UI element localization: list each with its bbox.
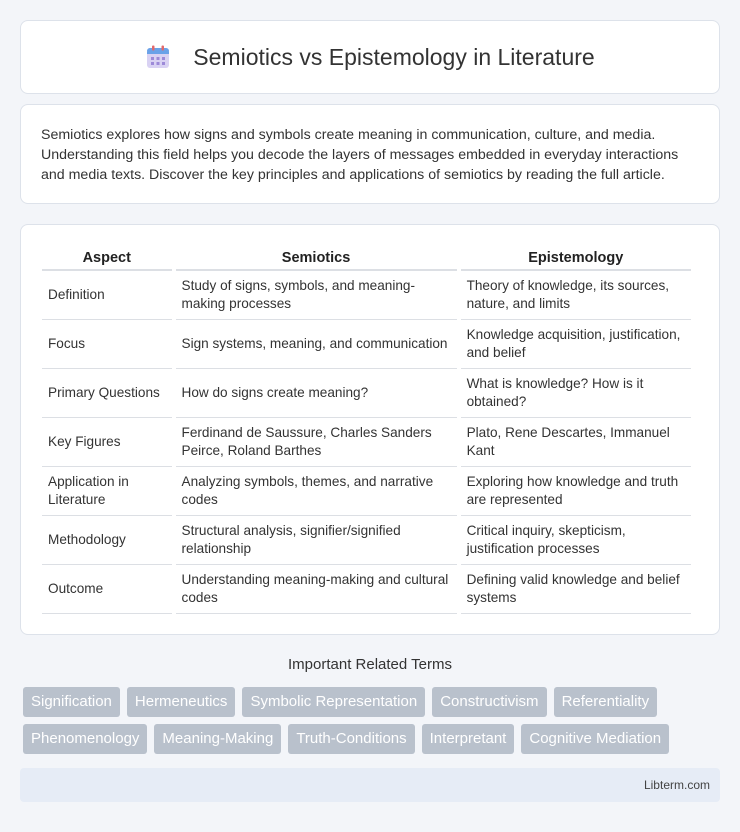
row-epistemology: Plato, Rene Descartes, Immanuel Kant — [461, 418, 691, 467]
intro-paragraph: Semiotics explores how signs and symbols create meaning in communication, culture, and media. Understanding this field helps you decode the layers of messages embedded in everyday interactions and media texts. Discover the key principles and applications of semiotics by reading the full article. — [41, 127, 679, 183]
row-semiotics: Understanding meaning-making and cultural codes — [176, 565, 457, 614]
row-aspect: Definition — [42, 271, 172, 320]
row-aspect: Application in Literature — [42, 467, 172, 516]
row-aspect: Outcome — [42, 565, 172, 614]
row-semiotics: Study of signs, symbols, and meaning-making processes — [176, 271, 457, 320]
row-epistemology: Defining valid knowledge and belief systems — [461, 565, 691, 614]
related-terms-title: Important Related Terms — [288, 656, 452, 673]
related-terms-list — [23, 687, 723, 754]
row-semiotics: How do signs create meaning? — [176, 369, 457, 418]
footer-site-link[interactable]: Libterm.com — [643, 778, 710, 792]
row-semiotics: Structural analysis, signifier/signified relationship — [176, 516, 457, 565]
header-semiotics: Semiotics — [176, 245, 457, 271]
row-aspect: Primary Questions — [42, 369, 172, 418]
row-semiotics: Ferdinand de Saussure, Charles Sanders Peirce, Roland Barthes — [176, 418, 457, 467]
term-chip[interactable]: Symbolic Representation — [242, 687, 425, 717]
header-card — [20, 20, 720, 94]
row-epistemology: Exploring how knowledge and truth are represented — [461, 467, 691, 516]
table-header-row — [42, 245, 691, 271]
row-epistemology: Knowledge acquisition, justification, and belief — [461, 320, 691, 369]
calendar-icon — [145, 44, 171, 70]
row-epistemology: What is knowledge? How is it obtained? — [461, 369, 691, 418]
row-epistemology: Theory of knowledge, its sources, nature, and limits — [461, 271, 691, 320]
term-chip[interactable]: Signification — [23, 687, 120, 717]
table-row — [42, 565, 691, 614]
term-chip[interactable]: Interpretant — [422, 724, 515, 754]
term-chip[interactable]: Truth-Conditions — [288, 724, 414, 754]
table-row — [42, 271, 691, 320]
row-aspect: Focus — [42, 320, 172, 369]
page-title: Semiotics vs Epistemology in Literature — [193, 43, 595, 70]
term-chip[interactable]: Meaning-Making — [154, 724, 281, 754]
table-row — [42, 369, 691, 418]
header-epistemology: Epistemology — [461, 245, 691, 271]
row-aspect: Key Figures — [42, 418, 172, 467]
comparison-table — [38, 245, 695, 614]
table-row — [42, 418, 691, 467]
row-aspect: Methodology — [42, 516, 172, 565]
header-aspect: Aspect — [42, 245, 172, 271]
term-chip[interactable]: Phenomenology — [23, 724, 147, 754]
row-epistemology: Critical inquiry, skepticism, justification processes — [461, 516, 691, 565]
table-row — [42, 516, 691, 565]
table-row — [42, 467, 691, 516]
term-chip[interactable]: Cognitive Mediation — [521, 724, 669, 754]
comparison-table-card — [20, 224, 720, 635]
row-semiotics: Sign systems, meaning, and communication — [176, 320, 457, 369]
term-chip[interactable]: Referentiality — [554, 687, 658, 717]
term-chip[interactable]: Constructivism — [432, 687, 546, 717]
table-row — [42, 320, 691, 369]
term-chip[interactable]: Hermeneutics — [127, 687, 236, 717]
footer — [20, 768, 720, 802]
intro-card — [20, 104, 720, 204]
row-semiotics: Analyzing symbols, themes, and narrative codes — [176, 467, 457, 516]
